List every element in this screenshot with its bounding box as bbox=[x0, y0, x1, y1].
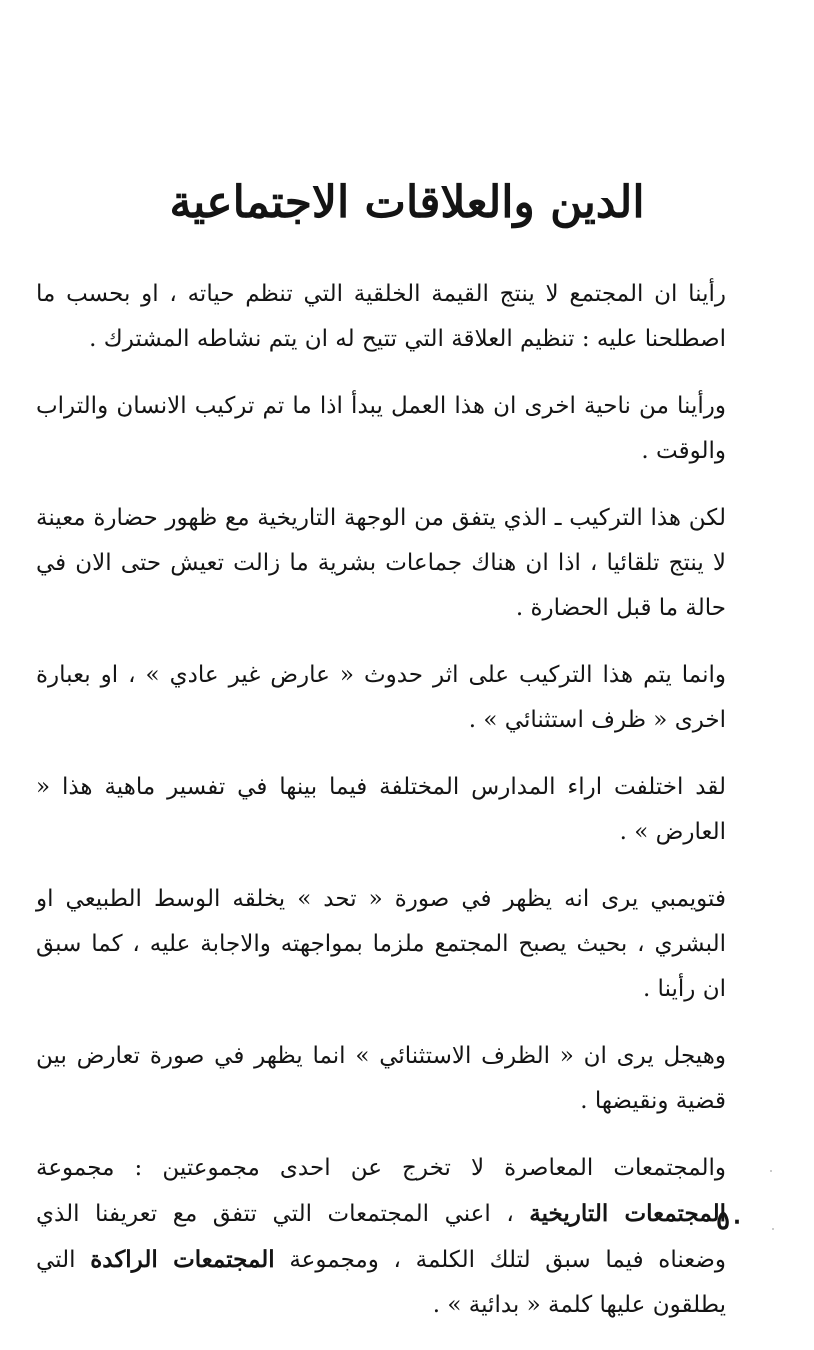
paragraph-8 bbox=[36, 1146, 726, 1328]
term-stagnant-societies: المجتمعات الراكدة bbox=[90, 1246, 275, 1273]
page-number: ٥٠ bbox=[716, 1206, 744, 1236]
chapter-title: الدين والعلاقات الاجتماعية bbox=[169, 177, 645, 228]
term-historical-societies: المجتمعات التاريخية bbox=[529, 1200, 727, 1227]
paragraph-5: لقد اختلفت اراء المدارس المختلفة فيما بينها في تفسير ماهية هذا « العارض » . bbox=[36, 774, 726, 845]
paragraph-8-part-3: التي يطلقون عليها كلمة « بدائية » . bbox=[36, 1247, 726, 1318]
paragraph-7: وهيجل يرى ان « الظرف الاستثنائي » انما يظهر في صورة تعارض بين قضية ونقيضها . bbox=[36, 1043, 726, 1114]
paragraph-3: لكن هذا التركيب ـ الذي يتفق من الوجهة التاريخية مع ظهور حضارة معينة لا ينتج تلقائيا ، اذا ان هناك جماعات بشرية ما زالت تعيش حتى الان في حالة ما قبل الحضارة . bbox=[36, 505, 726, 621]
chapter-body bbox=[36, 272, 726, 1350]
paragraph-2: ورأينا من ناحية اخرى ان هذا العمل يبدأ اذا ما تم تركيب الانسان والتراب والوقت . bbox=[36, 393, 726, 464]
paper-speck bbox=[770, 1170, 772, 1172]
paragraph-6: فتويمبي يرى انه يظهر في صورة « تحد » يخلقه الوسط الطبيعي او البشري ، بحيث يصبح المجتمع ملزما بمواجهته والاجابة عليه ، كما سبق ان رأينا . bbox=[36, 886, 726, 1002]
paragraph-1: رأينا ان المجتمع لا ينتج القيمة الخلقية التي تنظم حياته ، او بحسب ما اصطلحنا عليه : تنظيم العلاقة التي تتيح له ان يتم نشاطه المشترك . bbox=[36, 281, 726, 352]
paper-speck bbox=[772, 1228, 774, 1230]
paragraph-8-part-1: والمجتمعات المعاصرة لا تخرج عن احدى مجموعتين : مجموعة bbox=[36, 1155, 726, 1181]
paragraph-4: وانما يتم هذا التركيب على اثر حدوث « عارض غير عادي » ، او بعبارة اخرى « ظرف استثنائي » . bbox=[36, 662, 726, 733]
paragraph-8-part-2: ، اعني المجتمعات التي تتفق مع تعريفنا الذي وضعناه فيما سبق لتلك الكلمة ، ومجموعة bbox=[36, 1201, 727, 1273]
